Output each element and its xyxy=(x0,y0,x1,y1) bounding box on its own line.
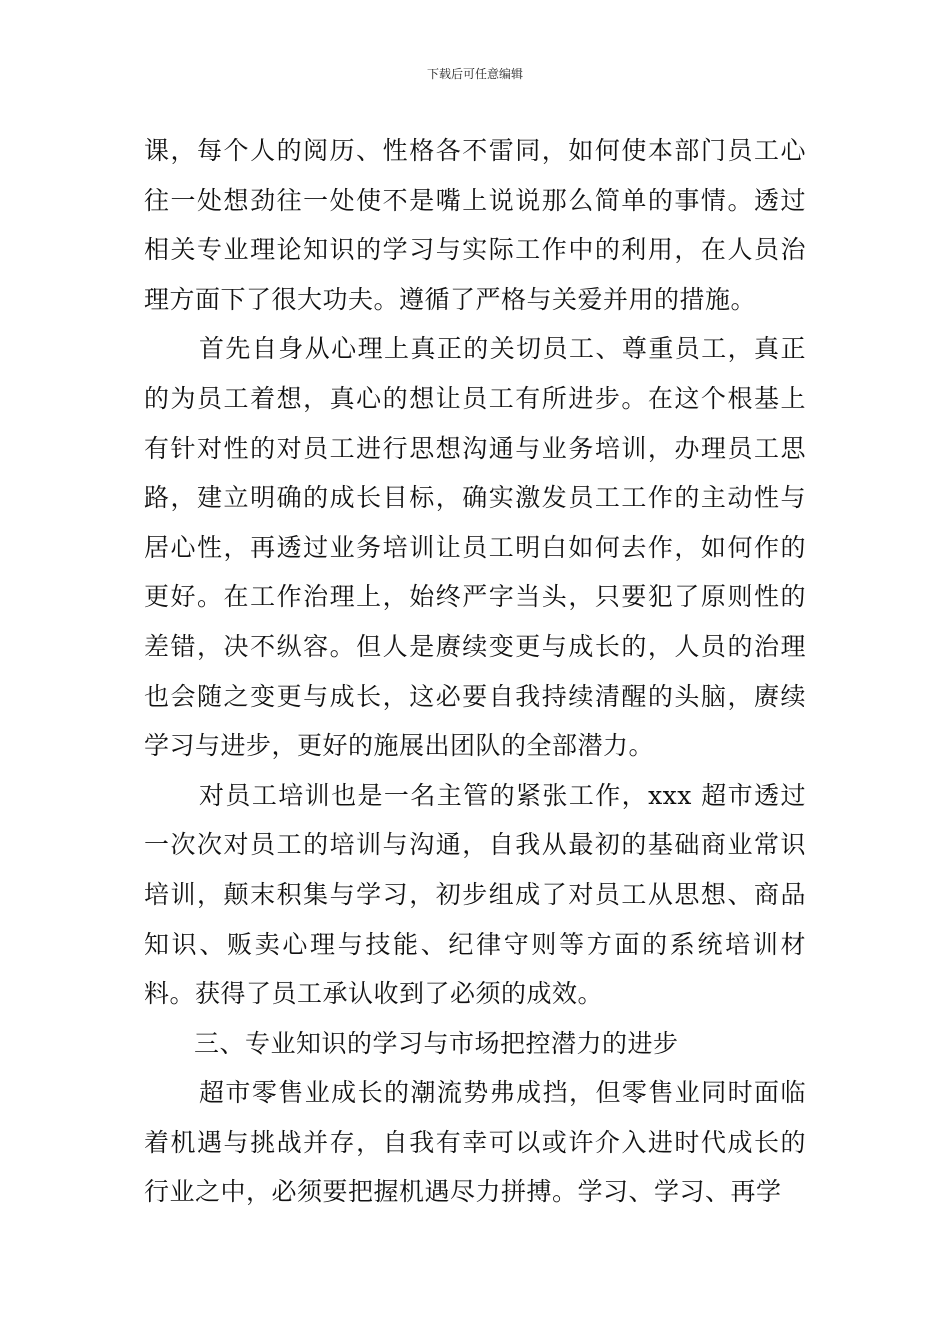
paragraph-staff-training: 对员工培训也是一名主管的紧张工作，xxx 超市透过一次次对员工的培训与沟通，自我从最初的基础商业常识培训，颠末积集与学习，初步组成了对员工从思想、商品知识、贩卖心理与技能、纪律守则等方面的系统培训材料。获得了员工承认收到了必须的成效。 xyxy=(144,780,806,1009)
section-heading: 三、专业知识的学习与市场把控潜力的进步 xyxy=(194,1028,679,1058)
document-body xyxy=(144,126,806,1217)
page-header: 下载后可任意编辑 xyxy=(426,67,523,81)
paragraph-care-for-staff: 首先自身从心理上真正的关切员工、尊重员工，真正的为员工着想，真心的想让员工有所进步。在这个根基上有针对性的对员工进行思想沟通与业务培训，办理员工思路，建立明确的成长目标，确实激发员工工作的主动性与居心性，再透过业务培训让员工明白如何去作，如何作的更好。在工作治理上，始终严字当头，只要犯了原则性的差错，决不纵容。但人是赓续变更与成长的，人员的治理也会随之变更与成长，这必要自我持续清醒的头脑，赓续学习与进步，更好的施展出团队的全部潜力。 xyxy=(144,334,806,761)
paragraph-retail-industry: 超市零售业成长的潮流势弗成挡，但零售业同时面临着机遇与挑战并存，自我有幸可以或许介入进时代成长的行业之中，必须要把握机遇尽力拼搏。学习、学习、再学 xyxy=(144,1078,806,1207)
paragraph-personnel-management: 课，每个人的阅历、性格各不雷同，如何使本部门员工心往一处想劲往一处使不是嘴上说说那么简单的事情。透过相关专业理论知识的学习与实际工作中的利用，在人员治理方面下了很大功夫。遵循了严格与关爱并用的措施。 xyxy=(144,136,806,314)
